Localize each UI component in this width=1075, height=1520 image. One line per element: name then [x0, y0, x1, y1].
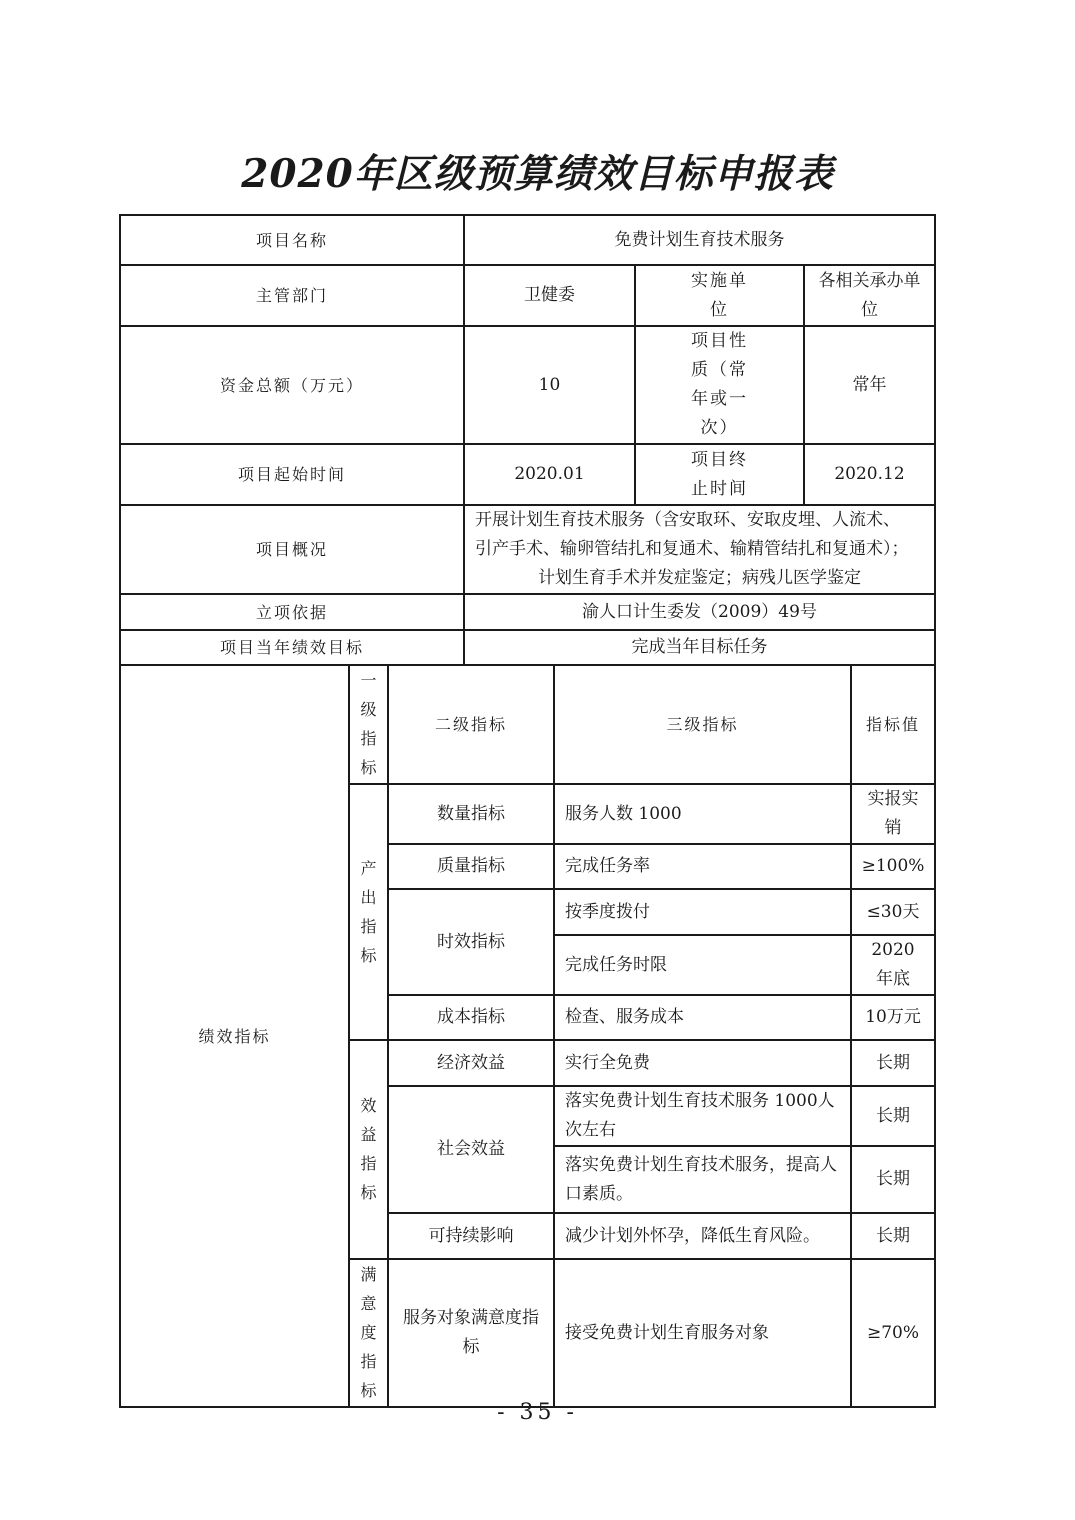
col-level1-header: [349, 665, 388, 784]
project-name-value: 免费计划生育技术服务: [464, 215, 935, 265]
page-title: 2020年区级预算绩效目标申报表: [241, 151, 834, 197]
level2-cell: 可持续影响: [388, 1213, 554, 1259]
value-cell-text: 实报实销: [867, 789, 919, 838]
row-department: [120, 265, 935, 326]
value-cell: 10万元: [851, 995, 935, 1040]
dept-label: 主管部门: [120, 265, 464, 326]
budget-table-wrapper: [119, 214, 934, 1408]
end-label: [635, 444, 804, 505]
value-cell: ≥70%: [851, 1259, 935, 1407]
level3-cell: 按季度拨付: [554, 889, 851, 935]
satisfaction-indicator-label-text: 满意度指标: [360, 1265, 377, 1400]
row-project-name: [120, 215, 935, 265]
value-cell: 长期: [851, 1213, 935, 1259]
project-name-label: 项目名称: [120, 215, 464, 265]
col-level3-header: 三级指标: [554, 665, 851, 784]
performance-section-label: 绩效指标: [120, 665, 349, 1407]
level3-cell: 落实免费计划生育技术服务，提高人口素质。: [554, 1146, 851, 1213]
row-fund: [120, 326, 935, 444]
overview-line-3: 计划生育手术并发症鉴定；病残儿医学鉴定: [538, 568, 861, 588]
value-cell: [851, 935, 935, 995]
overview-line-1: 开展计划生育技术服务（含安取环、安取皮埋、人流术、: [475, 510, 900, 530]
col-level2-header: 二级指标: [388, 665, 554, 784]
level3-cell: 实行全免费: [554, 1040, 851, 1086]
col-value-header: 指标值: [851, 665, 935, 784]
basis-label: 立项依据: [120, 594, 464, 630]
level3-cell: 减少计划外怀孕，降低生育风险。: [554, 1213, 851, 1259]
row-time: [120, 444, 935, 505]
level2-cell: 社会效益: [388, 1086, 554, 1213]
output-indicator-label-text: 产出指标: [360, 858, 377, 965]
nature-label: [635, 326, 804, 444]
nature-value: 常年: [804, 326, 935, 444]
value-cell: [851, 784, 935, 844]
output-indicator-label: [349, 784, 388, 1040]
impl-unit-value: 各相关承办单位: [804, 265, 935, 326]
benefit-indicator-label: [349, 1040, 388, 1259]
start-label: 项目起始时间: [120, 444, 464, 505]
fund-label: 资金总额（万元）: [120, 326, 464, 444]
level2-cell: 数量指标: [388, 784, 554, 844]
level3-cell: 完成任务时限: [554, 935, 851, 995]
level2-cell: 服务对象满意度指标: [388, 1259, 554, 1407]
overview-value: [464, 505, 935, 594]
page-number: - 35 -: [497, 1400, 578, 1425]
overview-line-2: 引产手术、输卵管结扎和复通术、输精管结扎和复通术）；: [475, 539, 909, 559]
overview-label: 项目概况: [120, 505, 464, 594]
level3-cell: 接受免费计划生育服务对象: [554, 1259, 851, 1407]
row-overview: [120, 505, 935, 594]
budget-performance-table: [119, 214, 936, 1408]
value-cell: 长期: [851, 1146, 935, 1213]
col-level1-header-text: 一级指标: [360, 671, 377, 777]
fund-value: 10: [464, 326, 635, 444]
satisfaction-indicator-label: [349, 1259, 388, 1407]
value-cell: ≤30天: [851, 889, 935, 935]
end-label-text: 项目终止时间: [691, 449, 748, 499]
level3-cell: 落实免费计划生育技术服务 1000人次左右: [554, 1086, 851, 1146]
dept-value: 卫健委: [464, 265, 635, 326]
basis-value: 渝人口计生委发（2009）49号: [464, 594, 935, 630]
nature-label-text: 项目性质（常年或一次）: [691, 331, 748, 438]
row-goal: [120, 630, 935, 665]
level3-cell: 检查、服务成本: [554, 995, 851, 1040]
row-basis: [120, 594, 935, 630]
value-cell: ≥100%: [851, 844, 935, 889]
level3-cell: 完成任务率: [554, 844, 851, 889]
level3-cell: 服务人数 1000: [554, 784, 851, 844]
start-value: 2020.01: [464, 444, 635, 505]
value-cell: 长期: [851, 1040, 935, 1086]
value-cell-text: 2020年底: [871, 940, 915, 989]
goal-value: 完成当年目标任务: [464, 630, 935, 665]
goal-label: 项目当年绩效目标: [120, 630, 464, 665]
level2-cell: 经济效益: [388, 1040, 554, 1086]
level2-cell: 时效指标: [388, 889, 554, 995]
impl-unit-label-text: 实施单位: [691, 270, 748, 320]
impl-unit-label: [635, 265, 804, 326]
benefit-indicator-label-text: 效益指标: [360, 1096, 377, 1202]
indicators-header-row: [120, 665, 935, 784]
level2-cell: 质量指标: [388, 844, 554, 889]
level2-cell: 成本指标: [388, 995, 554, 1040]
end-value: 2020.12: [804, 444, 935, 505]
value-cell: 长期: [851, 1086, 935, 1146]
